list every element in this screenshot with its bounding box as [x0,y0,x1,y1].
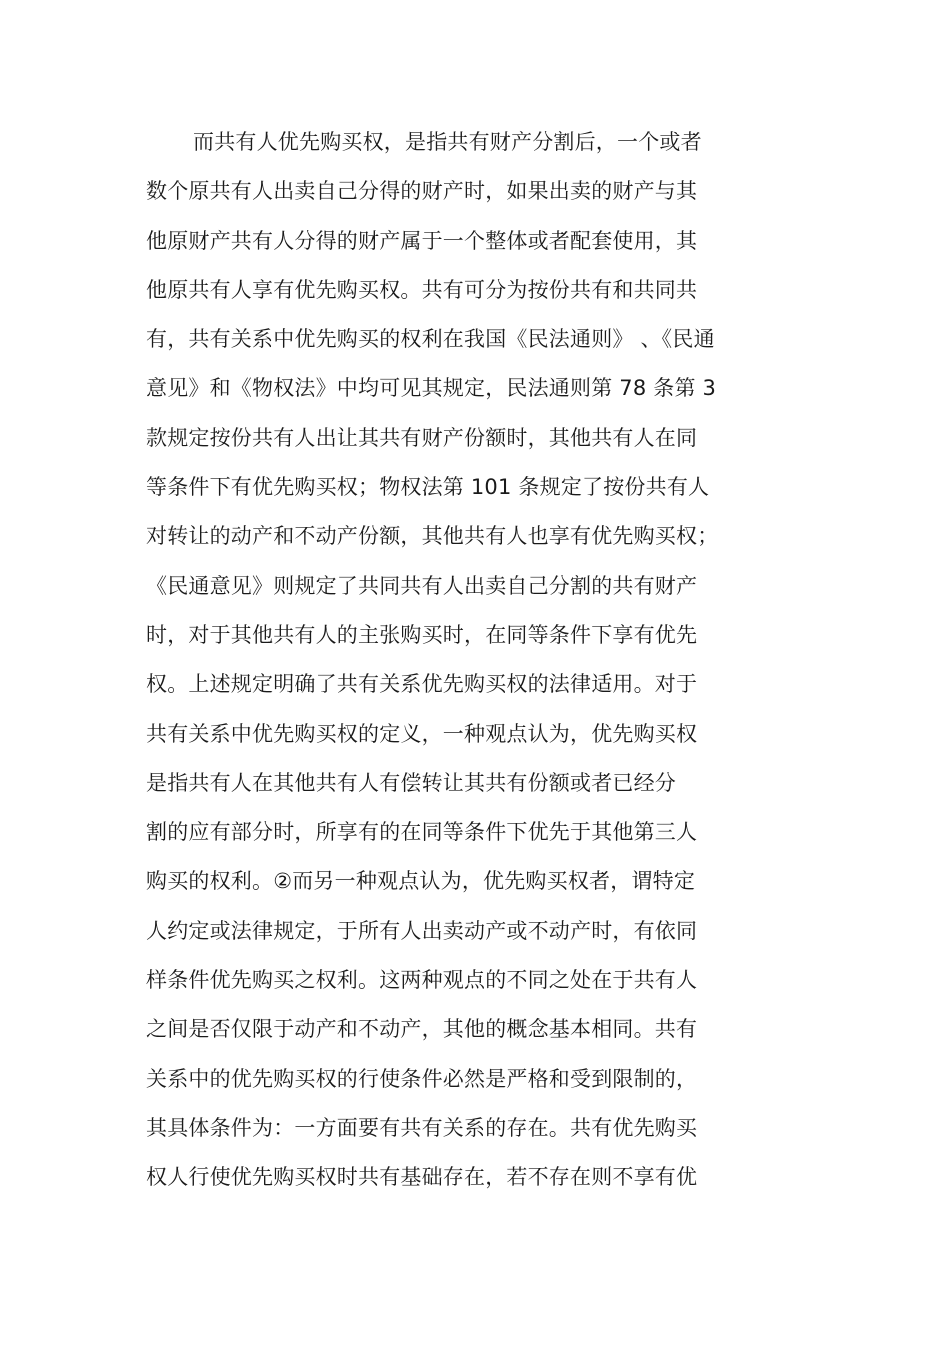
text-line: 对转让的动产和不动产份额，其他共有人也享有优先购买权； [146,524,719,549]
text-line: 而共有人优先购买权，是指共有财产分割后，一个或者 [193,130,702,154]
text-line: 款规定按份共有人出让其共有财产份额时，其他共有人在同 [146,425,698,450]
text-line: 割的应有部分时，所享有的在同等条件下优先于其他第三人 [146,820,698,845]
text-line: 样条件优先购买之权利。这两种观点的不同之处在于共有人 [146,968,698,993]
text-line: 共有关系中优先购买权的定义，一种观点认为，优先购买权 [146,721,698,746]
text-line: 他原财产共有人分得的财产属于一个整体或者配套使用，其 [146,228,698,253]
text-line: 《民通意见》则规定了共同共有人出卖自己分割的共有财产 [146,573,698,598]
text-line: 是指共有人在其他共有人有偿转让其共有份额或者已经分 [146,770,676,795]
text-line: 他原共有人享有优先购买权。共有可分为按份共有和共同共 [146,277,698,302]
text-line: 有，共有关系中优先购买的权利在我国《民法通则》 、《民通 [146,327,715,352]
text-line: 时，对于其他共有人的主张购买时，在同等条件下享有优先 [146,622,698,647]
text-line: 之间是否仅限于动产和不动产，其他的概念基本相同。共有 [146,1017,698,1042]
text-line: 等条件下有优先购买权；物权法第 101 条规定了按份共有人 [146,475,710,500]
text-line: 人约定或法律规定，于所有人出卖动产或不动产时，有依同 [146,918,698,943]
text-line: 权人行使优先购买权时共有基础存在，若不存在则不享有优 [146,1165,698,1190]
text-line: 数个原共有人出卖自己分得的财产时，如果出卖的财产与其 [146,179,698,204]
text-line: 意见》和《物权法》中均可见其规定，民法通则第 78 条第 3 [146,376,717,401]
text-line: 购买的权利。②而另一种观点认为，优先购买权者，谓特定 [146,869,696,894]
text-line: 关系中的优先购买权的行使条件必然是严格和受到限制的， [146,1066,698,1091]
text-line: 权。上述规定明确了共有关系优先购买权的法律适用。对于 [146,672,698,697]
body-paragraph [146,118,826,1203]
text-line: 其具体条件为：一方面要有共有关系的存在。共有优先购买 [146,1115,698,1140]
